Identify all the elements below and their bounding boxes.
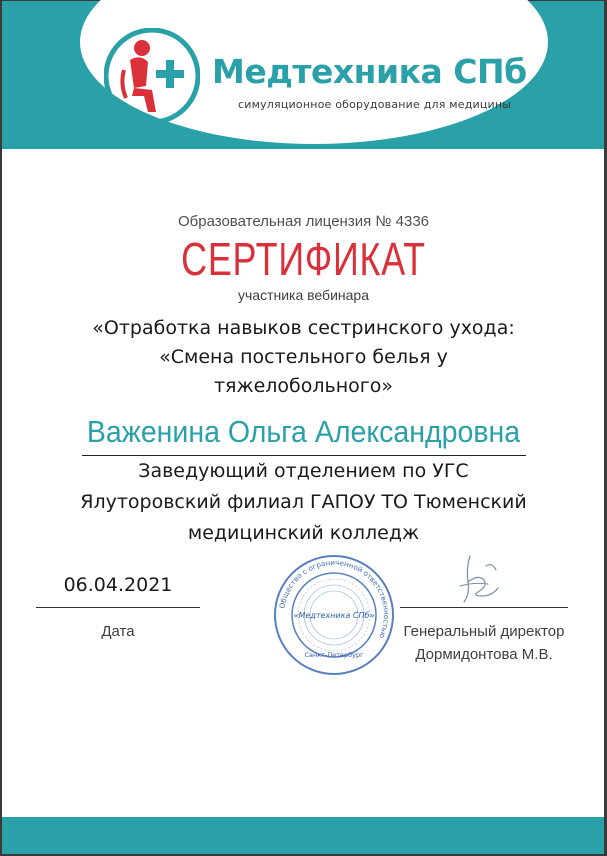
position-line: медицинский колледж (187, 522, 420, 544)
topic-line: тяжелобольного» (213, 375, 394, 397)
position-line: Ялуторовский филиал ГАПОУ ТО Тюменский (80, 491, 527, 513)
recipient-position (30, 456, 577, 549)
license-number: Образовательная лицензия № 4336 (177, 213, 430, 230)
medical-person-plus-icon (104, 28, 200, 124)
topic-line: «Отработка навыков сестринского ухода: (92, 317, 515, 339)
position-line: Заведующий отделением по УГС (138, 460, 469, 482)
brand-name: Медтехника СПб (212, 52, 527, 91)
director-title: Генеральный директор (403, 623, 565, 640)
seal-center-text: «Медтехника СПб» (293, 611, 375, 620)
signature-underline (400, 607, 568, 608)
signature-icon (448, 552, 508, 608)
certificate-subtitle: участника вебинара (238, 287, 369, 303)
recipient-name: Важенина Ольга Александровна (86, 414, 521, 449)
topic-line: «Смена постельного белья у (159, 346, 448, 368)
footer-band (2, 817, 604, 854)
company-seal-icon (272, 553, 396, 677)
director-name: Дормидонтова М.В. (415, 646, 553, 663)
issue-date: 06.04.2021 (63, 574, 173, 596)
webinar-topic (40, 314, 567, 401)
date-label: Дата (101, 623, 135, 640)
date-underline (36, 607, 200, 608)
seal-outer-text: Общество с ограниченной ответственностью (277, 557, 392, 640)
brand-tagline: симуляционное оборудование для медицины (238, 98, 512, 111)
certificate-title: СЕРТИФИКАТ (181, 233, 426, 285)
seal-city-text: Санкт-Петербург (304, 651, 364, 659)
